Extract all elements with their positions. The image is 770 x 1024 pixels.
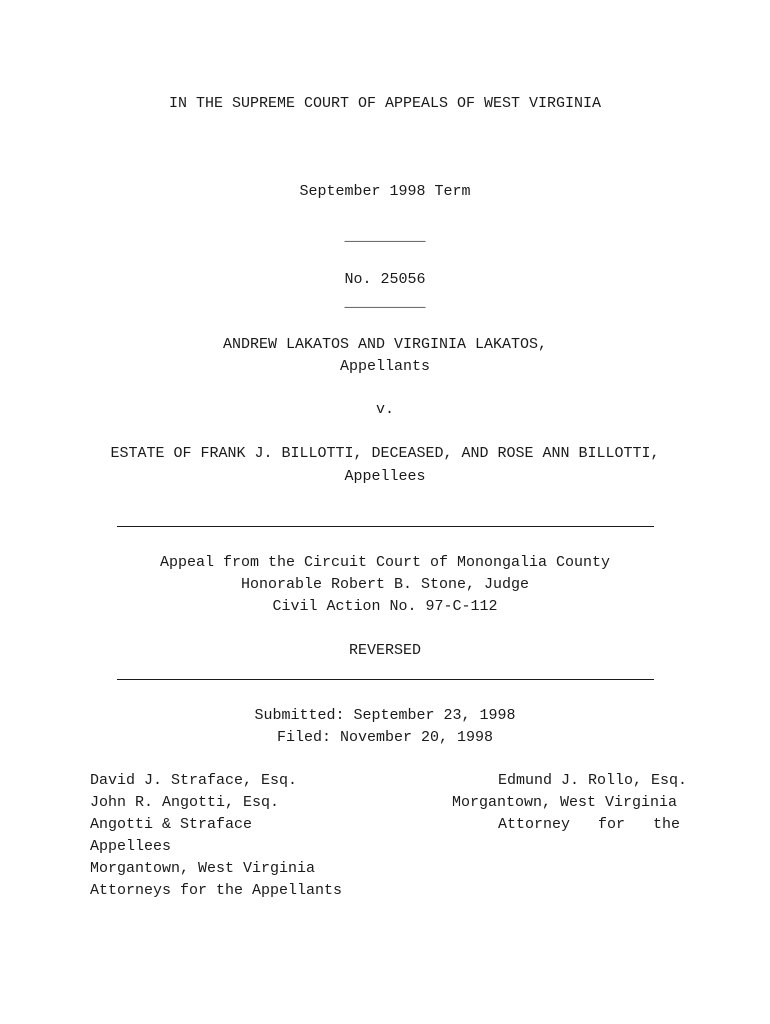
short-rule-bottom: _________ [344,294,426,311]
left-counsel-line-4: Appellees [90,838,172,855]
versus-line: v. [375,401,394,418]
judge-line: Honorable Robert B. Stone, Judge [240,576,530,593]
appellees-role: Appellees [344,468,426,485]
appellants-counsel-block [90,770,410,902]
right-counsel-word-c: the [652,816,680,833]
right-counsel-line-2: Morgantown, West Virginia [452,794,678,811]
long-rule-top [117,526,654,527]
long-rule-bottom [117,679,654,680]
short-rule-top: _________ [344,228,426,245]
right-counsel-line-1: Edmund J. Rollo, Esq. [498,772,688,789]
submitted-date: Submitted: September 23, 1998 [254,707,516,724]
appellees-counsel-block [452,770,688,836]
appellants-names: ANDREW LAKATOS AND VIRGINIA LAKATOS, [222,336,548,353]
appellants-role: Appellants [339,358,430,375]
disposition: REVERSED [348,642,421,659]
left-counsel-line-6: Attorneys for the Appellants [90,882,343,899]
right-counsel-line-3 [498,814,680,836]
right-counsel-word-b: for [597,816,625,833]
court-heading: IN THE SUPREME COURT OF APPEALS OF WEST VIRGINIA [168,95,602,112]
left-counsel-line-1: David J. Straface, Esq. [90,772,298,789]
filed-date: Filed: November 20, 1998 [276,729,494,746]
appellees-names: ESTATE OF FRANK J. BILLOTTI, DECEASED, AND ROSE ANN BILLOTTI, [110,445,660,462]
left-counsel-line-5: Morgantown, West Virginia [90,860,316,877]
civil-action-line: Civil Action No. 97-C-112 [272,598,498,615]
appeal-from-line: Appeal from the Circuit Court of Monongalia County [159,554,611,571]
case-number: No. 25056 [344,271,426,288]
right-counsel-word-a: Attorney [498,816,571,833]
left-counsel-line-2: John R. Angotti, Esq. [90,794,280,811]
term-line: September 1998 Term [299,183,471,200]
left-counsel-line-3: Angotti & Straface [90,816,253,833]
